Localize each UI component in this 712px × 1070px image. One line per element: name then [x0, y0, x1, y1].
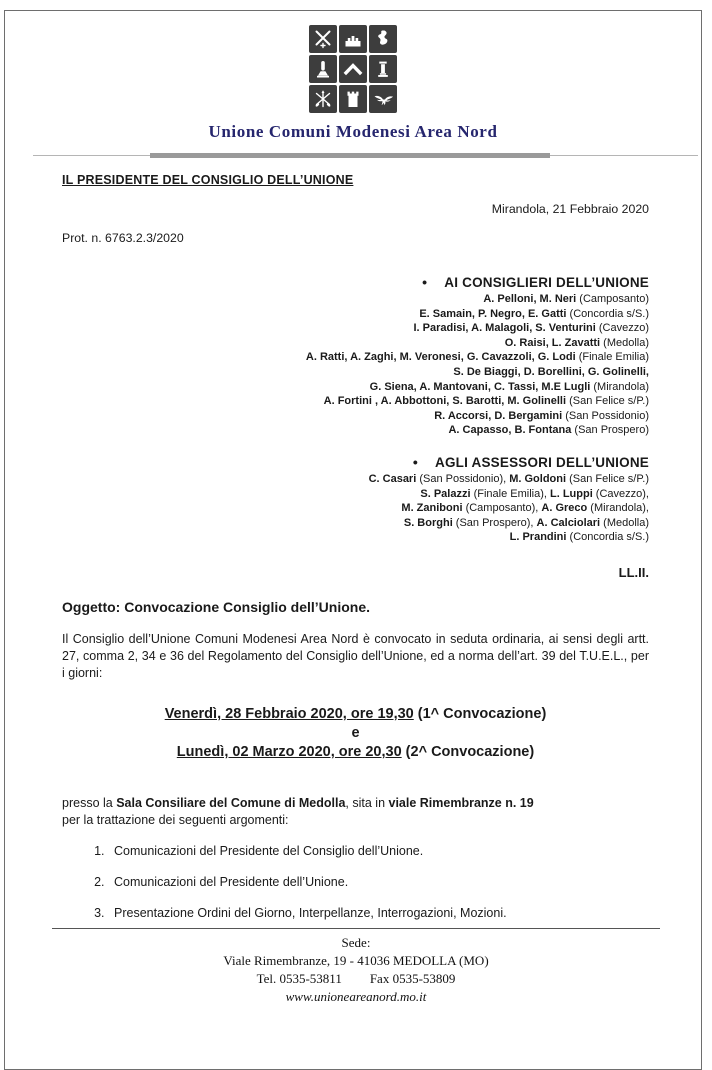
column-icon [369, 55, 397, 83]
agenda-item: 2. Comunicazioni del Presidente dell’Unione. [108, 875, 649, 889]
body-paragraph: Il Consiglio dell’Unione Comuni Modenesi Area Nord è convocato in seduta ordinaria, ai sensi degli artt. 27, comma 2, 34 e 36 del Regolamento del Consiglio dell’Unione, ed a norma dell’art. 39 del T.U.E.L., per i giorni: [62, 631, 649, 680]
sender-title: IL PRESIDENTE DEL CONSIGLIO DELL’UNIONE [62, 173, 354, 187]
letter-body [5, 173, 701, 920]
recipient-group-title: AI CONSIGLIERI DELL’UNIONE [444, 275, 649, 290]
addressee-abbrev: LL.II. [618, 564, 649, 580]
footer-sede-label: Sede: [341, 935, 371, 950]
footer-divider [52, 928, 660, 929]
recipient-line: A. Capasso, B. Fontana (San Prospero) [448, 424, 649, 437]
recipient-line: L. Prandini (Concordia s/S.) [509, 531, 649, 544]
tower-castle-icon [339, 85, 367, 113]
venue-line: presso la Sala Consiliare del Comune di Medolla, sita in viale Rimembranze n. 19 [62, 795, 534, 810]
header-divider-thick [150, 153, 550, 158]
footer-text [0, 934, 712, 1006]
recipient-line: O. Raisi, L. Zavatti (Medolla) [504, 336, 649, 349]
convocation-line: Venerdì, 28 Febbraio 2020, ore 19,30 (1^ Convocazione) [164, 705, 547, 722]
recipient-line: C. Casari (San Possidonio), M. Goldoni (San Felice s/P.) [368, 472, 649, 485]
place-date: Mirandola, 21 Febbraio 2020 [491, 202, 649, 216]
convocation-line: Lunedì, 02 Marzo 2020, ore 20,30 (2^ Convocazione) [176, 743, 535, 760]
recipient-group [62, 274, 649, 438]
recipients [62, 274, 649, 545]
recipient-line: S. Borghi (San Prospero), A. Calciolari (Medolla) [403, 516, 649, 529]
monument-icon [309, 55, 337, 83]
subject-line: Oggetto: Convocazione Consiglio dell’Unione. [62, 598, 370, 615]
agenda-item: 1. Comunicazioni del Presidente del Consiglio dell’Unione. [108, 844, 649, 858]
eagle-icon [369, 85, 397, 113]
agenda-item: 3. Presentazione Ordini del Giorno, Interpellanze, Interrogazioni, Mozioni. [108, 906, 649, 920]
page-border-frame [4, 10, 702, 1070]
recipient-line: A. Ratti, A. Zaghi, M. Veronesi, G. Cavazzoli, G. Lodi (Finale Emilia) [305, 351, 649, 364]
protocol-number: Prot. n. 6763.2.3/2020 [62, 231, 184, 245]
recipient-group-title: AGLI ASSESSORI DELL’UNIONE [435, 454, 649, 470]
venue-block [62, 795, 649, 829]
recipient-line: A. Pelloni, M. Neri (Camposanto) [483, 293, 649, 305]
recipient-group [62, 454, 649, 545]
header-divider [5, 153, 701, 159]
rampant-lion-icon [369, 25, 397, 53]
recipient-line: S. De Biaggi, D. Borellini, G. Golinelli, [453, 365, 649, 378]
convocation-line: e [351, 724, 360, 741]
crossed-halberds-icon [309, 25, 337, 53]
recipient-line: G. Siena, A. Mantovani, C. Tassi, M.E Lugli (Mirandola) [369, 380, 649, 393]
footer-website: www.unioneareanord.mo.it [285, 989, 427, 1004]
footer [0, 928, 712, 1006]
recipient-group-heading [62, 274, 649, 290]
footer-telfax [0, 970, 712, 988]
footer-fax: Fax 0535-53809 [369, 971, 456, 986]
recipient-line: I. Paradisi, A. Malagoli, S. Venturini (Cavezzo) [413, 322, 649, 335]
recipient-group-heading [62, 454, 649, 470]
castle-three-towers-icon [339, 25, 367, 53]
recipient-line: S. Palazzi (Finale Emilia), L. Luppi (Cavezzo), [420, 487, 649, 500]
footer-tel: Tel. 0535-53811 [256, 971, 342, 986]
agenda-list [62, 844, 649, 920]
convocation-dates [62, 705, 649, 762]
plant-crossed-arrows-icon [309, 85, 337, 113]
recipient-line: E. Samain, P. Negro, E. Gatti (Concordia s/S.) [419, 307, 649, 320]
org-logo [304, 23, 402, 115]
recipient-line: A. Fortini , A. Abbottoni, S. Barotti, M. Golinelli (San Felice s/P.) [323, 395, 649, 408]
bullet-icon: • [412, 453, 419, 470]
chevron-icon [339, 55, 367, 83]
bullet-icon: • [422, 274, 428, 290]
recipient-line: R. Accorsi, D. Bergamini (San Possidonio) [434, 409, 649, 422]
recipient-line: M. Zaniboni (Camposanto), A. Greco (Mirandola), [401, 502, 649, 515]
venue-line2: per la trattazione dei seguenti argomenti: [62, 812, 289, 827]
footer-address: Viale Rimembranze, 19 - 41036 MEDOLLA (MO) [223, 953, 489, 968]
org-title: Unione Comuni Modenesi Area Nord [208, 122, 498, 141]
